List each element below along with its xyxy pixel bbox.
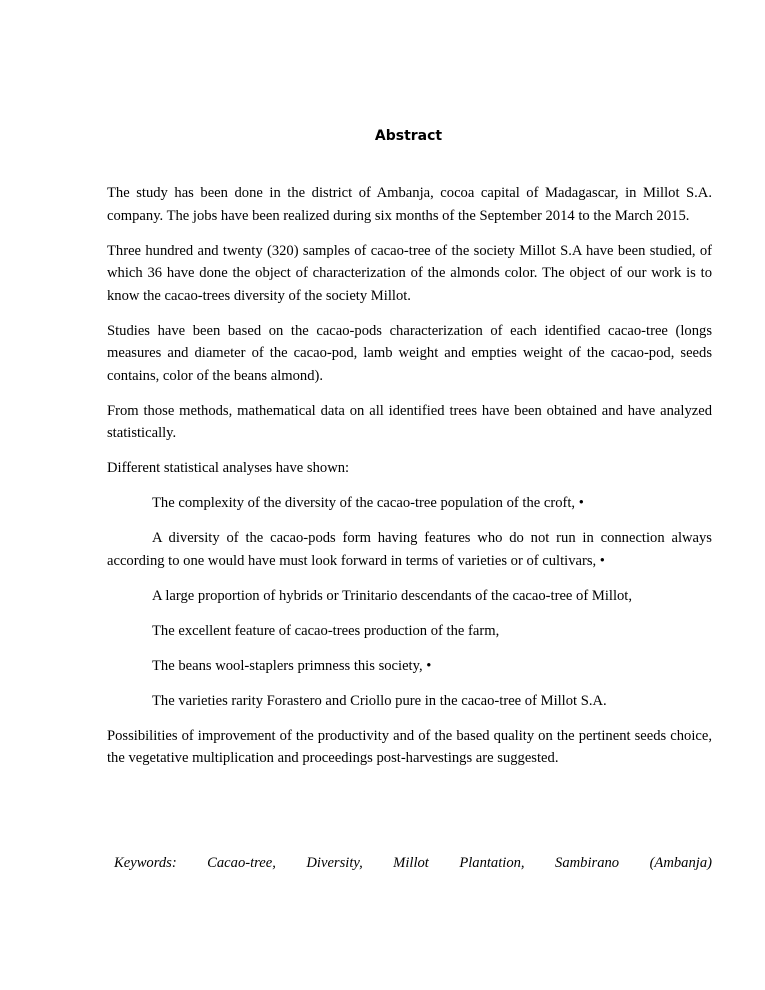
- paragraph-samples: Three hundred and twenty (320) samples of cacao-tree of the society Millot S.A have been studied, of which 36 have done the object of characterization of the almonds color. The object of our work is to know the cacao-trees diversity of the society Millot.: [107, 242, 712, 304]
- keyword-sambirano: Sambirano: [555, 855, 620, 871]
- paragraph-studies-basis: Studies have been based on the cacao-pods characterization of each identified cacao-tree (longs measures and diameter of the cacao-pod, lamb weight and empties weight of the cacao-pod, seeds contains, color of the beans almond).: [107, 322, 712, 384]
- paragraph-improvement: Possibilities of improvement of the productivity and of the based quality on the pertinent seeds choice, the vegetative multiplication and proceedings post-harvestings are suggested.: [107, 727, 712, 766]
- keywords-label: Keywords:: [114, 855, 177, 871]
- keyword-cacao-tree: Cacao-tree,: [207, 855, 276, 871]
- keyword-ambanja: (Ambanja): [649, 855, 712, 871]
- finding-hybrids: A large proportion of hybrids or Trinitario descendants of the cacao-tree of Millot,: [152, 587, 632, 604]
- finding-pod-diversity: A diversity of the cacao-pods form having features who do not run in connection always according to one would have must look forward in terms of varieties or of cultivars, •: [107, 530, 712, 569]
- abstract-title: Abstract: [374, 128, 443, 144]
- keywords-line: [114, 853, 712, 873]
- abstract-body: [107, 182, 712, 782]
- keyword-millot: Millot: [393, 855, 429, 871]
- paragraph-analyses-intro: Different statistical analyses have shown:: [107, 460, 350, 476]
- finding-production: The excellent feature of cacao-trees production of the farm,: [152, 622, 500, 639]
- finding-varieties: The varieties rarity Forastero and Criollo pure in the cacao-tree of Millot S.A.: [152, 692, 607, 709]
- keyword-diversity: Diversity,: [306, 855, 363, 871]
- keyword-plantation: Plantation,: [459, 855, 525, 871]
- finding-complexity: The complexity of the diversity of the cacao-tree population of the croft, •: [152, 495, 584, 511]
- paragraph-methods: From those methods, mathematical data on all identified trees have been obtained and have analyzed statistically.: [107, 402, 712, 441]
- finding-beans: The beans wool-staplers primness this society, •: [152, 657, 432, 674]
- paragraph-study-location: The study has been done in the district of Ambanja, cocoa capital of Madagascar, in Millot S.A. company. The jobs have been realized during six months of the September 2014 to the March 2015.: [107, 185, 712, 224]
